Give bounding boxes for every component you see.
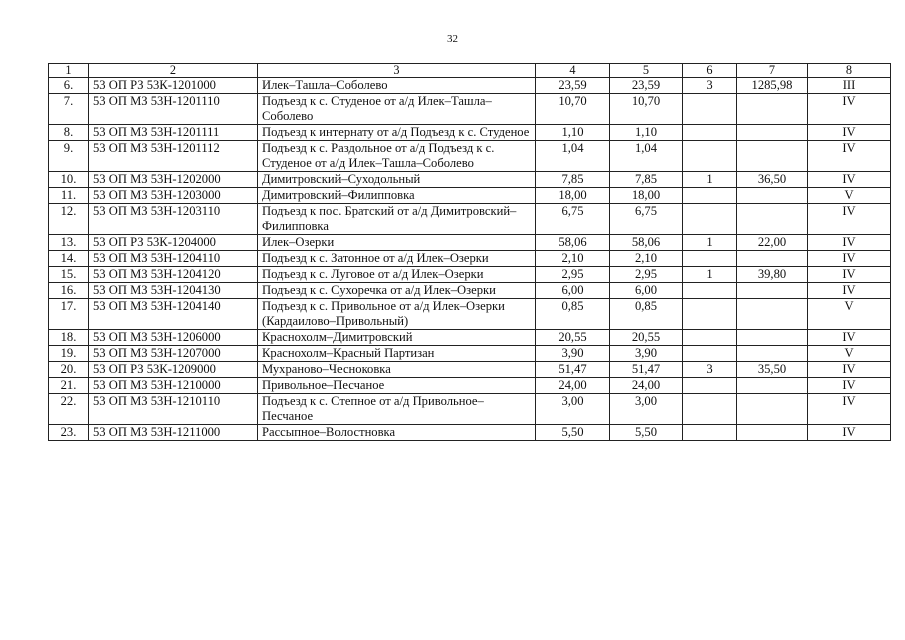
table-row [49, 172, 891, 188]
road-code: 53 ОП РЗ 53К-1201000 [89, 78, 258, 94]
value-col6: 1 [683, 267, 737, 283]
table-row [49, 362, 891, 378]
road-name: Подъезд к интернату от а/д Подъезд к с. Студеное [258, 125, 536, 141]
road-code: 53 ОП МЗ 53Н-1204120 [89, 267, 258, 283]
road-code: 53 ОП МЗ 53Н-1210110 [89, 394, 258, 425]
road-category: IV [808, 425, 891, 441]
value-col7: 35,50 [737, 362, 808, 378]
table-row [49, 94, 891, 125]
table-row [49, 346, 891, 362]
value-col7: 39,80 [737, 267, 808, 283]
road-code: 53 ОП МЗ 53Н-1204130 [89, 283, 258, 299]
page-number: 32 [447, 33, 458, 45]
road-code: 53 ОП МЗ 53Н-1203000 [89, 188, 258, 204]
road-name: Рассыпное–Волостновка [258, 425, 536, 441]
row-number: 12. [49, 204, 89, 235]
road-code: 53 ОП МЗ 53Н-1201112 [89, 141, 258, 172]
table-row [49, 394, 891, 425]
road-code: 53 ОП РЗ 53К-1204000 [89, 235, 258, 251]
value-col7 [737, 94, 808, 125]
column-header: 5 [610, 64, 683, 78]
table-row [49, 235, 891, 251]
value-col7: 22,00 [737, 235, 808, 251]
value-col6: 3 [683, 78, 737, 94]
table-row [49, 188, 891, 204]
road-code: 53 ОП МЗ 53Н-1206000 [89, 330, 258, 346]
road-name: Привольное–Песчаное [258, 378, 536, 394]
value-col4: 3,00 [536, 394, 610, 425]
table-row [49, 283, 891, 299]
value-col5: 58,06 [610, 235, 683, 251]
road-code: 53 ОП МЗ 53Н-1202000 [89, 172, 258, 188]
row-number: 16. [49, 283, 89, 299]
road-category: IV [808, 204, 891, 235]
table-row [49, 330, 891, 346]
value-col4: 7,85 [536, 172, 610, 188]
column-header: 8 [808, 64, 891, 78]
road-name: Подъезд к с. Раздольное от а/д Подъезд к с. Студеное от а/д Илек–Ташла–Соболево [258, 141, 536, 172]
value-col7 [737, 330, 808, 346]
value-col5: 2,10 [610, 251, 683, 267]
row-number: 8. [49, 125, 89, 141]
value-col5: 20,55 [610, 330, 683, 346]
road-category: IV [808, 394, 891, 425]
row-number: 11. [49, 188, 89, 204]
value-col6 [683, 330, 737, 346]
value-col4: 1,04 [536, 141, 610, 172]
column-header: 2 [89, 64, 258, 78]
road-category: III [808, 78, 891, 94]
row-number: 15. [49, 267, 89, 283]
road-code: 53 ОП МЗ 53Н-1201110 [89, 94, 258, 125]
road-name: Подъезд к пос. Братский от а/д Димитровский–Филипповка [258, 204, 536, 235]
row-number: 20. [49, 362, 89, 378]
value-col6 [683, 299, 737, 330]
table-row [49, 204, 891, 235]
value-col6 [683, 394, 737, 425]
column-header: 6 [683, 64, 737, 78]
road-category: IV [808, 94, 891, 125]
value-col5: 18,00 [610, 188, 683, 204]
road-name: Илек–Ташла–Соболево [258, 78, 536, 94]
value-col4: 6,00 [536, 283, 610, 299]
value-col4: 18,00 [536, 188, 610, 204]
value-col4: 24,00 [536, 378, 610, 394]
road-category: IV [808, 283, 891, 299]
road-name: Димитровский–Филипповка [258, 188, 536, 204]
value-col6 [683, 251, 737, 267]
table-row [49, 378, 891, 394]
roads-table [48, 63, 891, 441]
value-col7 [737, 378, 808, 394]
road-name: Димитровский–Суходольный [258, 172, 536, 188]
road-name: Подъезд к с. Степное от а/д Привольное–Песчаное [258, 394, 536, 425]
value-col6 [683, 283, 737, 299]
value-col6 [683, 188, 737, 204]
road-name: Илек–Озерки [258, 235, 536, 251]
value-col7 [737, 394, 808, 425]
column-header: 3 [258, 64, 536, 78]
road-category: V [808, 346, 891, 362]
value-col5: 51,47 [610, 362, 683, 378]
row-number: 6. [49, 78, 89, 94]
value-col7 [737, 125, 808, 141]
road-category: IV [808, 330, 891, 346]
road-code: 53 ОП МЗ 53Н-1210000 [89, 378, 258, 394]
table-row [49, 299, 891, 330]
row-number: 10. [49, 172, 89, 188]
value-col5: 7,85 [610, 172, 683, 188]
road-code: 53 ОП МЗ 53Н-1207000 [89, 346, 258, 362]
value-col6 [683, 378, 737, 394]
value-col4: 58,06 [536, 235, 610, 251]
road-name: Краснохолм–Красный Партизан [258, 346, 536, 362]
row-number: 17. [49, 299, 89, 330]
value-col6: 1 [683, 172, 737, 188]
row-number: 22. [49, 394, 89, 425]
road-name: Подъезд к с. Затонное от а/д Илек–Озерки [258, 251, 536, 267]
value-col5: 23,59 [610, 78, 683, 94]
column-header: 1 [49, 64, 89, 78]
row-number: 21. [49, 378, 89, 394]
value-col6 [683, 125, 737, 141]
value-col4: 10,70 [536, 94, 610, 125]
value-col5: 0,85 [610, 299, 683, 330]
table-row [49, 425, 891, 441]
row-number: 23. [49, 425, 89, 441]
value-col6 [683, 94, 737, 125]
row-number: 18. [49, 330, 89, 346]
value-col7 [737, 141, 808, 172]
value-col5: 10,70 [610, 94, 683, 125]
road-name: Краснохолм–Димитровский [258, 330, 536, 346]
value-col6 [683, 346, 737, 362]
value-col6 [683, 141, 737, 172]
table-row [49, 141, 891, 172]
value-col6 [683, 204, 737, 235]
value-col5: 3,00 [610, 394, 683, 425]
value-col4: 3,90 [536, 346, 610, 362]
road-name: Мухраново–Чесноковка [258, 362, 536, 378]
road-code: 53 ОП МЗ 53Н-1203110 [89, 204, 258, 235]
value-col4: 20,55 [536, 330, 610, 346]
road-category: IV [808, 267, 891, 283]
row-number: 14. [49, 251, 89, 267]
road-category: IV [808, 362, 891, 378]
road-name: Подъезд к с. Сухоречка от а/д Илек–Озерки [258, 283, 536, 299]
value-col4: 0,85 [536, 299, 610, 330]
row-number: 19. [49, 346, 89, 362]
value-col6 [683, 425, 737, 441]
value-col6: 1 [683, 235, 737, 251]
road-category: IV [808, 251, 891, 267]
table-row [49, 78, 891, 94]
value-col6: 3 [683, 362, 737, 378]
value-col7: 1285,98 [737, 78, 808, 94]
road-category: V [808, 299, 891, 330]
road-code: 53 ОП РЗ 53К-1209000 [89, 362, 258, 378]
value-col7 [737, 251, 808, 267]
road-category: IV [808, 141, 891, 172]
road-code: 53 ОП МЗ 53Н-1204110 [89, 251, 258, 267]
value-col5: 5,50 [610, 425, 683, 441]
value-col4: 5,50 [536, 425, 610, 441]
road-category: V [808, 188, 891, 204]
column-header: 7 [737, 64, 808, 78]
value-col5: 3,90 [610, 346, 683, 362]
value-col5: 1,04 [610, 141, 683, 172]
value-col7 [737, 425, 808, 441]
value-col7 [737, 188, 808, 204]
road-name: Подъезд к с. Привольное от а/д Илек–Озерки (Кардаилово–Привольный) [258, 299, 536, 330]
value-col7 [737, 283, 808, 299]
value-col5: 2,95 [610, 267, 683, 283]
header-row [49, 64, 891, 78]
road-category: IV [808, 125, 891, 141]
row-number: 13. [49, 235, 89, 251]
road-code: 53 ОП МЗ 53Н-1204140 [89, 299, 258, 330]
table-row [49, 125, 891, 141]
table-row [49, 251, 891, 267]
road-category: IV [808, 378, 891, 394]
value-col5: 1,10 [610, 125, 683, 141]
value-col4: 23,59 [536, 78, 610, 94]
road-code: 53 ОП МЗ 53Н-1201111 [89, 125, 258, 141]
row-number: 9. [49, 141, 89, 172]
value-col4: 51,47 [536, 362, 610, 378]
value-col4: 2,10 [536, 251, 610, 267]
value-col7 [737, 299, 808, 330]
road-name: Подъезд к с. Студеное от а/д Илек–Ташла–Соболево [258, 94, 536, 125]
row-number: 7. [49, 94, 89, 125]
table-row [49, 267, 891, 283]
road-code: 53 ОП МЗ 53Н-1211000 [89, 425, 258, 441]
value-col5: 6,00 [610, 283, 683, 299]
value-col5: 24,00 [610, 378, 683, 394]
value-col4: 2,95 [536, 267, 610, 283]
value-col5: 6,75 [610, 204, 683, 235]
column-header: 4 [536, 64, 610, 78]
value-col4: 1,10 [536, 125, 610, 141]
value-col7 [737, 346, 808, 362]
road-name: Подъезд к с. Луговое от а/д Илек–Озерки [258, 267, 536, 283]
road-category: IV [808, 235, 891, 251]
value-col7 [737, 204, 808, 235]
road-category: IV [808, 172, 891, 188]
value-col4: 6,75 [536, 204, 610, 235]
value-col7: 36,50 [737, 172, 808, 188]
